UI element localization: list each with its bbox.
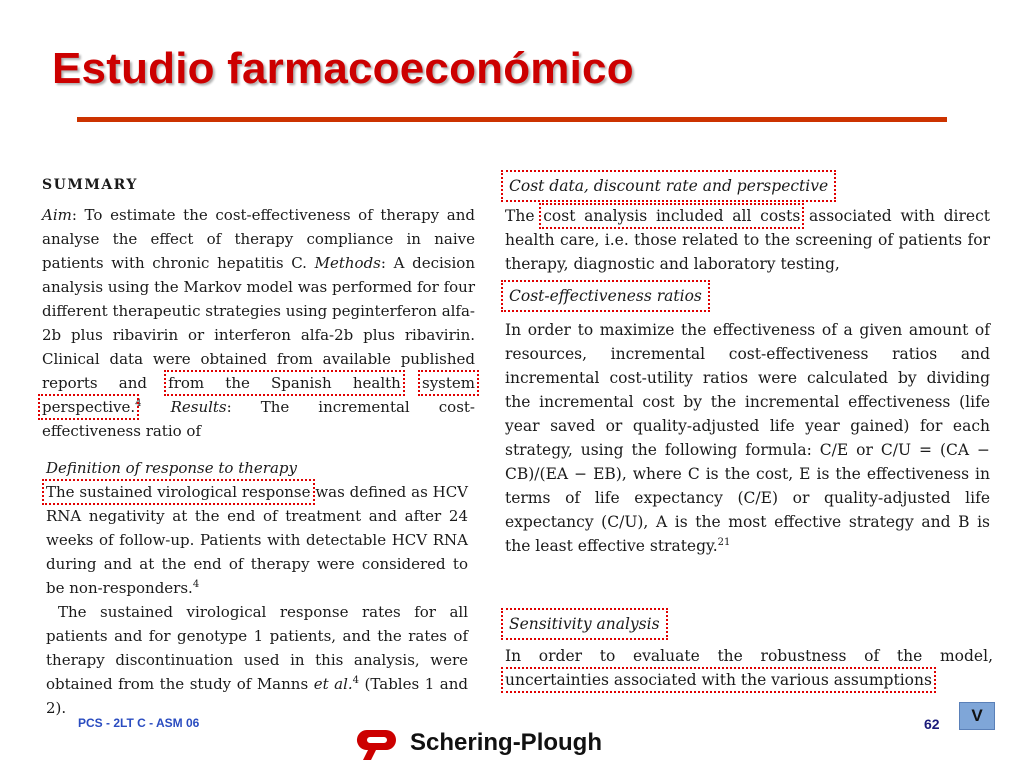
highlight-sustained-response: The sustained virological response: [46, 483, 311, 501]
cost-heading: Cost data, discount rate and perspective: [505, 174, 832, 198]
methods-text: : A decision analysis using the Markov model was performed for four different therapeutic strategies using peginterferon alfa-2b plus ribavirin or interferon alfa-2b plus ribavirin. Clinical data were obtained from available published reports and: [42, 254, 475, 392]
sensitivity-excerpt: [505, 612, 993, 694]
footer-code: PCS - 2LT C - ASM 06: [78, 716, 200, 730]
cost-excerpt: [505, 174, 990, 592]
page-number: 62: [924, 716, 940, 732]
footnote-ref: 4: [135, 398, 142, 409]
corner-badge: V: [959, 702, 995, 730]
schering-plough-logo-icon: [354, 726, 402, 760]
response-text-1: was defined as HCV RNA negativity at the end of treatment and after 24 weeks of follow-up. Patients with detectable HCV RNA during and at the end of therapy were considered to be non-responders.: [46, 483, 469, 597]
cost-text-pre: The: [505, 207, 544, 225]
results-label: Results: [170, 398, 227, 416]
methods-label: Methods: [314, 254, 381, 272]
sensitivity-text: In order to evaluate the robustness of the model,: [505, 647, 993, 665]
sensitivity-heading: Sensitivity analysis: [505, 612, 664, 636]
highlight-cost-analysis: cost analysis included all costs: [543, 207, 801, 225]
response-ref-2: 4: [352, 675, 360, 686]
summary-heading: SUMMARY: [42, 177, 138, 193]
slide-title: Estudio farmacoeconómico: [52, 44, 634, 93]
response-text-3: (Tables 1 and 2).: [46, 675, 468, 717]
response-et-al: et al.: [313, 675, 353, 693]
summary-excerpt: [42, 172, 475, 440]
cost-text-post: associated with direct health care, i.e. those related to the screening of patients for therapy, diagnostic and laboratory testing,: [505, 207, 990, 273]
title-underline: [77, 117, 947, 122]
highlight-spanish-perspective: from the Spanish health: [168, 374, 401, 392]
response-ref-1: 4: [192, 579, 200, 590]
brand-name: Schering-Plough: [410, 729, 602, 756]
response-definition-excerpt: [46, 456, 468, 718]
highlight-system-perspective: system perspective.: [42, 374, 475, 416]
results-text: : The incremental cost-effectiveness ratio of: [42, 398, 475, 440]
ratios-heading: Cost-effectiveness ratios: [505, 284, 706, 308]
response-heading: Definition of response to therapy: [46, 459, 297, 477]
ratios-text: In order to maximize the effectiveness of a given amount of resources, incremental cost-effectiveness ratios and incremental cost-utility ratios were calculated by dividing the incremental cost by the incremental effectiveness (life year saved or quality-adjusted life year gained) for each strategy, using the following formula: C/E or C/U = (CA − CB)/(EA − EB), where C is the cost, E is the effectiveness in terms of life expectancy (C/E) or quality-adjusted life expectancy (C/U), A is the most effective strategy and B is the least effective strategy.: [505, 321, 990, 555]
brand-logo: [354, 726, 602, 760]
highlight-uncertainties: uncertainties associated with the various assumptions: [505, 671, 932, 689]
aim-label: Aim: [42, 206, 72, 224]
response-text-2: The sustained virological response rates for all patients and for genotype 1 patients, and the rates of therapy discontinuation used in this analysis, were obtained from the study of Manns: [46, 603, 468, 693]
aim-text: : To estimate the cost-effectiveness of therapy and analyse the effect of therapy compliance in naive patients with chronic hepatitis C.: [42, 206, 475, 272]
ratios-ref: 21: [717, 536, 731, 548]
